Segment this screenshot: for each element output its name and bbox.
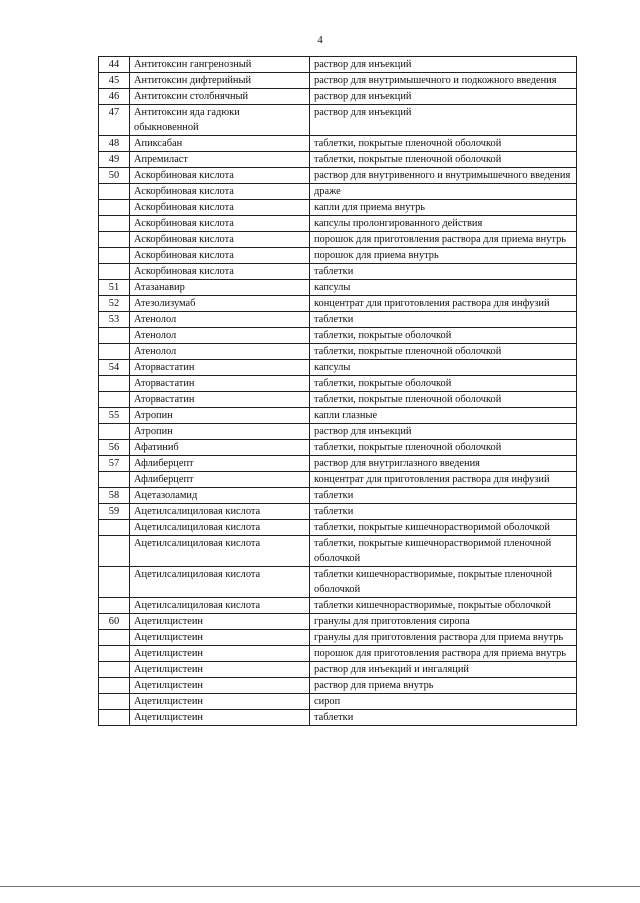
dosage-form-cell: порошок для приготовления раствора для приема внутрь xyxy=(310,646,577,662)
dosage-form-cell: капли глазные xyxy=(310,408,577,424)
table-row xyxy=(99,312,577,328)
row-number-cell xyxy=(99,264,130,280)
drug-name-cell: Апиксабан xyxy=(130,136,310,152)
row-number-cell: 59 xyxy=(99,504,130,520)
table-row xyxy=(99,646,577,662)
row-number-cell: 52 xyxy=(99,296,130,312)
row-number-cell xyxy=(99,376,130,392)
drug-name-cell: Аскорбиновая кислота xyxy=(130,264,310,280)
table-row xyxy=(99,152,577,168)
table-row xyxy=(99,216,577,232)
dosage-form-cell: таблетки, покрытые пленочной оболочкой xyxy=(310,344,577,360)
drug-name-cell: Аскорбиновая кислота xyxy=(130,200,310,216)
row-number-cell xyxy=(99,472,130,488)
drug-name-cell: Аскорбиновая кислота xyxy=(130,168,310,184)
dosage-form-cell: таблетки xyxy=(310,710,577,726)
table-row xyxy=(99,392,577,408)
drug-name-cell: Ацетилсалициловая кислота xyxy=(130,520,310,536)
table-row xyxy=(99,376,577,392)
dosage-form-cell: таблетки, покрытые кишечнорастворимой пленочной оболочкой xyxy=(310,536,577,567)
drug-name-cell: Ацетилсалициловая кислота xyxy=(130,536,310,567)
drug-name-cell: Атезолизумаб xyxy=(130,296,310,312)
row-number-cell: 53 xyxy=(99,312,130,328)
table-row xyxy=(99,488,577,504)
table-row xyxy=(99,694,577,710)
row-number-cell xyxy=(99,328,130,344)
table-row xyxy=(99,280,577,296)
row-number-cell xyxy=(99,232,130,248)
table-row xyxy=(99,567,577,598)
dosage-form-cell: таблетки, покрытые оболочкой xyxy=(310,376,577,392)
table-row xyxy=(99,456,577,472)
drug-name-cell: Антитоксин гангренозный xyxy=(130,57,310,73)
table-row xyxy=(99,536,577,567)
drug-name-cell: Аскорбиновая кислота xyxy=(130,232,310,248)
drug-name-cell: Атенолол xyxy=(130,344,310,360)
row-number-cell: 54 xyxy=(99,360,130,376)
dosage-form-cell: капли для приема внутрь xyxy=(310,200,577,216)
dosage-form-cell: раствор для внутривенного и внутримышечного введения xyxy=(310,168,577,184)
row-number-cell xyxy=(99,630,130,646)
table-row xyxy=(99,662,577,678)
dosage-form-cell: таблетки, покрытые пленочной оболочкой xyxy=(310,136,577,152)
row-number-cell xyxy=(99,646,130,662)
row-number-cell: 56 xyxy=(99,440,130,456)
drug-name-cell: Ацетилцистеин xyxy=(130,694,310,710)
dosage-form-cell: раствор для инъекций xyxy=(310,105,577,136)
dosage-form-cell: порошок для приема внутрь xyxy=(310,248,577,264)
row-number-cell xyxy=(99,567,130,598)
row-number-cell: 46 xyxy=(99,89,130,105)
dosage-form-cell: порошок для приготовления раствора для приема внутрь xyxy=(310,232,577,248)
table-body xyxy=(99,57,577,726)
dosage-form-cell: концентрат для приготовления раствора для инфузий xyxy=(310,472,577,488)
table-row xyxy=(99,57,577,73)
dosage-form-cell: раствор для приема внутрь xyxy=(310,678,577,694)
row-number-cell xyxy=(99,424,130,440)
dosage-form-cell: таблетки xyxy=(310,312,577,328)
row-number-cell: 44 xyxy=(99,57,130,73)
dosage-form-cell: капсулы xyxy=(310,280,577,296)
drug-name-cell: Ацетилцистеин xyxy=(130,646,310,662)
drug-name-cell: Ацетилцистеин xyxy=(130,614,310,630)
bottom-rule xyxy=(0,886,640,887)
table-row xyxy=(99,296,577,312)
row-number-cell: 58 xyxy=(99,488,130,504)
drug-name-cell: Аскорбиновая кислота xyxy=(130,216,310,232)
table-row xyxy=(99,598,577,614)
row-number-cell: 60 xyxy=(99,614,130,630)
page-number: 4 xyxy=(317,34,323,46)
drug-name-cell: Ацетилсалициловая кислота xyxy=(130,567,310,598)
dosage-form-cell: раствор для внутримышечного и подкожного введения xyxy=(310,73,577,89)
drug-name-cell: Ацетилцистеин xyxy=(130,630,310,646)
row-number-cell: 45 xyxy=(99,73,130,89)
dosage-form-cell: таблетки xyxy=(310,264,577,280)
dosage-form-cell: раствор для инъекций xyxy=(310,424,577,440)
row-number-cell xyxy=(99,392,130,408)
dosage-form-cell: таблетки, покрытые пленочной оболочкой xyxy=(310,152,577,168)
drug-name-cell: Афлиберцепт xyxy=(130,456,310,472)
table-row xyxy=(99,472,577,488)
dosage-form-cell: драже xyxy=(310,184,577,200)
row-number-cell: 48 xyxy=(99,136,130,152)
table-row xyxy=(99,504,577,520)
drug-name-cell: Ацетилцистеин xyxy=(130,662,310,678)
drug-name-cell: Антитоксин дифтерийный xyxy=(130,73,310,89)
drug-name-cell: Афлиберцепт xyxy=(130,472,310,488)
table-row xyxy=(99,168,577,184)
row-number-cell: 57 xyxy=(99,456,130,472)
table-row xyxy=(99,424,577,440)
row-number-cell xyxy=(99,678,130,694)
table-row xyxy=(99,89,577,105)
row-number-cell: 55 xyxy=(99,408,130,424)
dosage-form-cell: гранулы для приготовления раствора для приема внутрь xyxy=(310,630,577,646)
table-row xyxy=(99,248,577,264)
table-row xyxy=(99,328,577,344)
dosage-form-cell: таблетки, покрытые кишечнорастворимой оболочкой xyxy=(310,520,577,536)
drug-name-cell: Афатиниб xyxy=(130,440,310,456)
dosage-form-cell: таблетки, покрытые оболочкой xyxy=(310,328,577,344)
row-number-cell: 47 xyxy=(99,105,130,136)
row-number-cell xyxy=(99,200,130,216)
dosage-form-cell: таблетки xyxy=(310,488,577,504)
row-number-cell: 51 xyxy=(99,280,130,296)
drug-name-cell: Ацетилсалициловая кислота xyxy=(130,504,310,520)
drug-name-cell: Антитоксин столбнячный xyxy=(130,89,310,105)
table-row xyxy=(99,614,577,630)
drug-name-cell: Ацетилцистеин xyxy=(130,710,310,726)
row-number-cell xyxy=(99,710,130,726)
dosage-form-cell: раствор для инъекций xyxy=(310,89,577,105)
row-number-cell xyxy=(99,216,130,232)
dosage-form-cell: капсулы пролонгированного действия xyxy=(310,216,577,232)
drug-name-cell: Аторвастатин xyxy=(130,376,310,392)
dosage-form-cell: таблетки, покрытые пленочной оболочкой xyxy=(310,392,577,408)
dosage-form-cell: таблетки xyxy=(310,504,577,520)
drug-name-cell: Атропин xyxy=(130,424,310,440)
drug-name-cell: Аторвастатин xyxy=(130,360,310,376)
dosage-form-cell: концентрат для приготовления раствора для инфузий xyxy=(310,296,577,312)
row-number-cell xyxy=(99,248,130,264)
dosage-form-cell: раствор для внутриглазного введения xyxy=(310,456,577,472)
row-number-cell xyxy=(99,344,130,360)
row-number-cell: 49 xyxy=(99,152,130,168)
table-row xyxy=(99,200,577,216)
dosage-form-cell: таблетки кишечнорастворимые, покрытые оболочкой xyxy=(310,598,577,614)
table-row xyxy=(99,232,577,248)
dosage-form-cell: раствор для инъекций xyxy=(310,57,577,73)
drug-name-cell: Аскорбиновая кислота xyxy=(130,184,310,200)
dosage-form-cell: таблетки кишечнорастворимые, покрытые пленочной оболочкой xyxy=(310,567,577,598)
table-row xyxy=(99,105,577,136)
dosage-form-cell: капсулы xyxy=(310,360,577,376)
table-row xyxy=(99,408,577,424)
drug-name-cell: Апремиласт xyxy=(130,152,310,168)
drug-table xyxy=(98,56,577,726)
table-row xyxy=(99,264,577,280)
table-row xyxy=(99,184,577,200)
drug-name-cell: Атазанавир xyxy=(130,280,310,296)
table-row xyxy=(99,678,577,694)
dosage-form-cell: гранулы для приготовления сиропа xyxy=(310,614,577,630)
table-row xyxy=(99,136,577,152)
drug-name-cell: Ацетилсалициловая кислота xyxy=(130,598,310,614)
row-number-cell xyxy=(99,520,130,536)
dosage-form-cell: сироп xyxy=(310,694,577,710)
row-number-cell xyxy=(99,184,130,200)
drug-name-cell: Атенолол xyxy=(130,312,310,328)
drug-name-cell: Атенолол xyxy=(130,328,310,344)
table-row xyxy=(99,73,577,89)
row-number-cell: 50 xyxy=(99,168,130,184)
drug-name-cell: Антитоксин яда гадюки обыкновенной xyxy=(130,105,310,136)
drug-name-cell: Ацетилцистеин xyxy=(130,678,310,694)
row-number-cell xyxy=(99,662,130,678)
table-row xyxy=(99,630,577,646)
drug-name-cell: Аторвастатин xyxy=(130,392,310,408)
drug-name-cell: Атропин xyxy=(130,408,310,424)
table-row xyxy=(99,344,577,360)
row-number-cell xyxy=(99,536,130,567)
dosage-form-cell: раствор для инъекций и ингаляций xyxy=(310,662,577,678)
table-row xyxy=(99,360,577,376)
dosage-form-cell: таблетки, покрытые пленочной оболочкой xyxy=(310,440,577,456)
drug-name-cell: Аскорбиновая кислота xyxy=(130,248,310,264)
row-number-cell xyxy=(99,694,130,710)
drug-name-cell: Ацетазоламид xyxy=(130,488,310,504)
table-row xyxy=(99,520,577,536)
table-row xyxy=(99,710,577,726)
table-row xyxy=(99,440,577,456)
row-number-cell xyxy=(99,598,130,614)
